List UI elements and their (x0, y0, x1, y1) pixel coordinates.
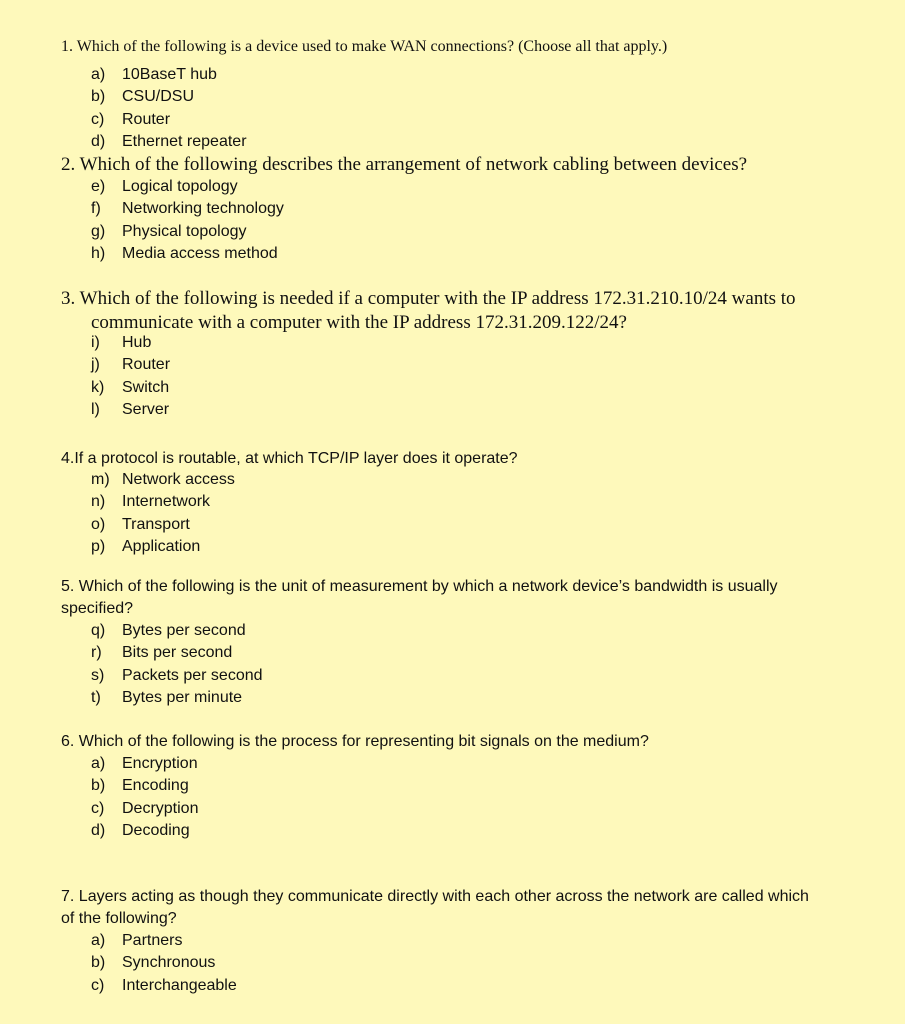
option-item (91, 399, 170, 421)
option-item (91, 131, 247, 153)
option-letter: c) (91, 110, 105, 128)
option-text: Internetwork (122, 493, 211, 511)
option-item (91, 975, 237, 997)
option-text: Switch (122, 378, 170, 396)
option-item (91, 665, 263, 687)
option-text: Hub (122, 334, 152, 351)
question-stem: 6. Which of the following is the process for representing bit signals on the medium? (61, 733, 649, 750)
option-letter: a) (91, 755, 106, 772)
option-item (91, 642, 263, 664)
option-letter: c) (91, 799, 105, 817)
option-item (91, 243, 284, 265)
option-item (91, 775, 198, 797)
option-text: CSU/DSU (122, 88, 195, 106)
option-letter: d) (91, 132, 106, 150)
option-text: Decryption (122, 799, 199, 817)
option-letter: a) (91, 66, 106, 83)
option-letter: j) (91, 356, 100, 374)
option-text: Networking technology (122, 200, 284, 218)
option-item (91, 86, 247, 108)
option-list (91, 332, 170, 421)
option-text: Bytes per minute (122, 688, 243, 706)
option-text: Application (122, 537, 201, 555)
option-letter: d) (91, 821, 106, 839)
option-item (91, 820, 198, 842)
option-text: Server (122, 400, 170, 418)
question-stem: 3. Which of the following is needed if a computer with the IP address 172.31.210.10/24 wants to (61, 288, 796, 309)
option-letter: i) (91, 334, 100, 351)
option-item (91, 952, 237, 974)
option-text: Partners (122, 932, 183, 949)
option-letter: b) (91, 88, 106, 106)
option-letter: p) (91, 537, 106, 555)
option-item (91, 64, 247, 86)
question-stem-continued: of the following? (61, 910, 177, 927)
option-list (91, 469, 235, 558)
option-letter: n) (91, 493, 106, 511)
option-text: Network access (122, 471, 235, 488)
option-item (91, 469, 235, 491)
option-text: Router (122, 110, 171, 128)
option-letter: m) (91, 471, 110, 488)
question-stem: 1. Which of the following is a device used to make WAN connections? (Choose all that apply.) (61, 38, 668, 55)
option-letter: l) (91, 400, 100, 418)
option-letter: t) (91, 688, 101, 706)
option-list (91, 930, 237, 997)
option-letter: b) (91, 777, 106, 795)
option-letter: q) (91, 622, 106, 639)
option-list (91, 64, 247, 153)
option-item (91, 491, 235, 513)
option-list (91, 753, 198, 842)
option-letter: o) (91, 515, 106, 533)
option-letter: r) (91, 644, 102, 662)
option-text: 10BaseT hub (122, 66, 217, 83)
option-list (91, 176, 284, 265)
option-text: Synchronous (122, 954, 216, 972)
option-letter: h) (91, 244, 106, 262)
option-item (91, 753, 198, 775)
option-item (91, 687, 263, 709)
option-item (91, 109, 247, 131)
option-text: Router (122, 356, 171, 374)
option-text: Transport (122, 515, 190, 533)
question-stem: 4.If a protocol is routable, at which TCP/IP layer does it operate? (61, 450, 518, 467)
option-text: Decoding (122, 821, 190, 839)
option-text: Packets per second (122, 666, 263, 684)
option-item (91, 620, 263, 642)
option-text: Bits per second (122, 644, 233, 662)
option-text: Interchangeable (122, 976, 237, 994)
option-text: Encryption (122, 755, 198, 772)
option-item (91, 198, 284, 220)
option-text: Physical topology (122, 222, 247, 240)
option-text: Logical topology (122, 178, 238, 195)
question-stem: 5. Which of the following is the unit of measurement by which a network device’s bandwidth is usually (61, 578, 778, 595)
option-item (91, 798, 198, 820)
option-text: Encoding (122, 777, 189, 795)
option-item (91, 332, 170, 354)
question-stem-continued: communicate with a computer with the IP address 172.31.209.122/24? (91, 312, 627, 333)
option-letter: g) (91, 222, 106, 240)
option-item (91, 514, 235, 536)
option-letter: e) (91, 178, 106, 195)
option-item (91, 930, 237, 952)
option-item (91, 377, 170, 399)
option-letter: c) (91, 976, 105, 994)
question-stem: 7. Layers acting as though they communicate directly with each other across the network are called which (61, 888, 809, 905)
option-text: Bytes per second (122, 622, 246, 639)
question-stem-continued: specified? (61, 600, 134, 617)
option-letter: f) (91, 200, 101, 218)
option-letter: s) (91, 666, 105, 684)
option-text: Ethernet repeater (122, 132, 247, 150)
option-letter: k) (91, 378, 105, 396)
option-letter: a) (91, 932, 106, 949)
option-list (91, 620, 263, 709)
option-text: Media access method (122, 244, 278, 262)
option-item (91, 536, 235, 558)
option-item (91, 354, 170, 376)
question-stem: 2. Which of the following describes the arrangement of network cabling between devices? (61, 154, 748, 175)
option-item (91, 221, 284, 243)
option-letter: b) (91, 954, 106, 972)
option-item (91, 176, 284, 198)
